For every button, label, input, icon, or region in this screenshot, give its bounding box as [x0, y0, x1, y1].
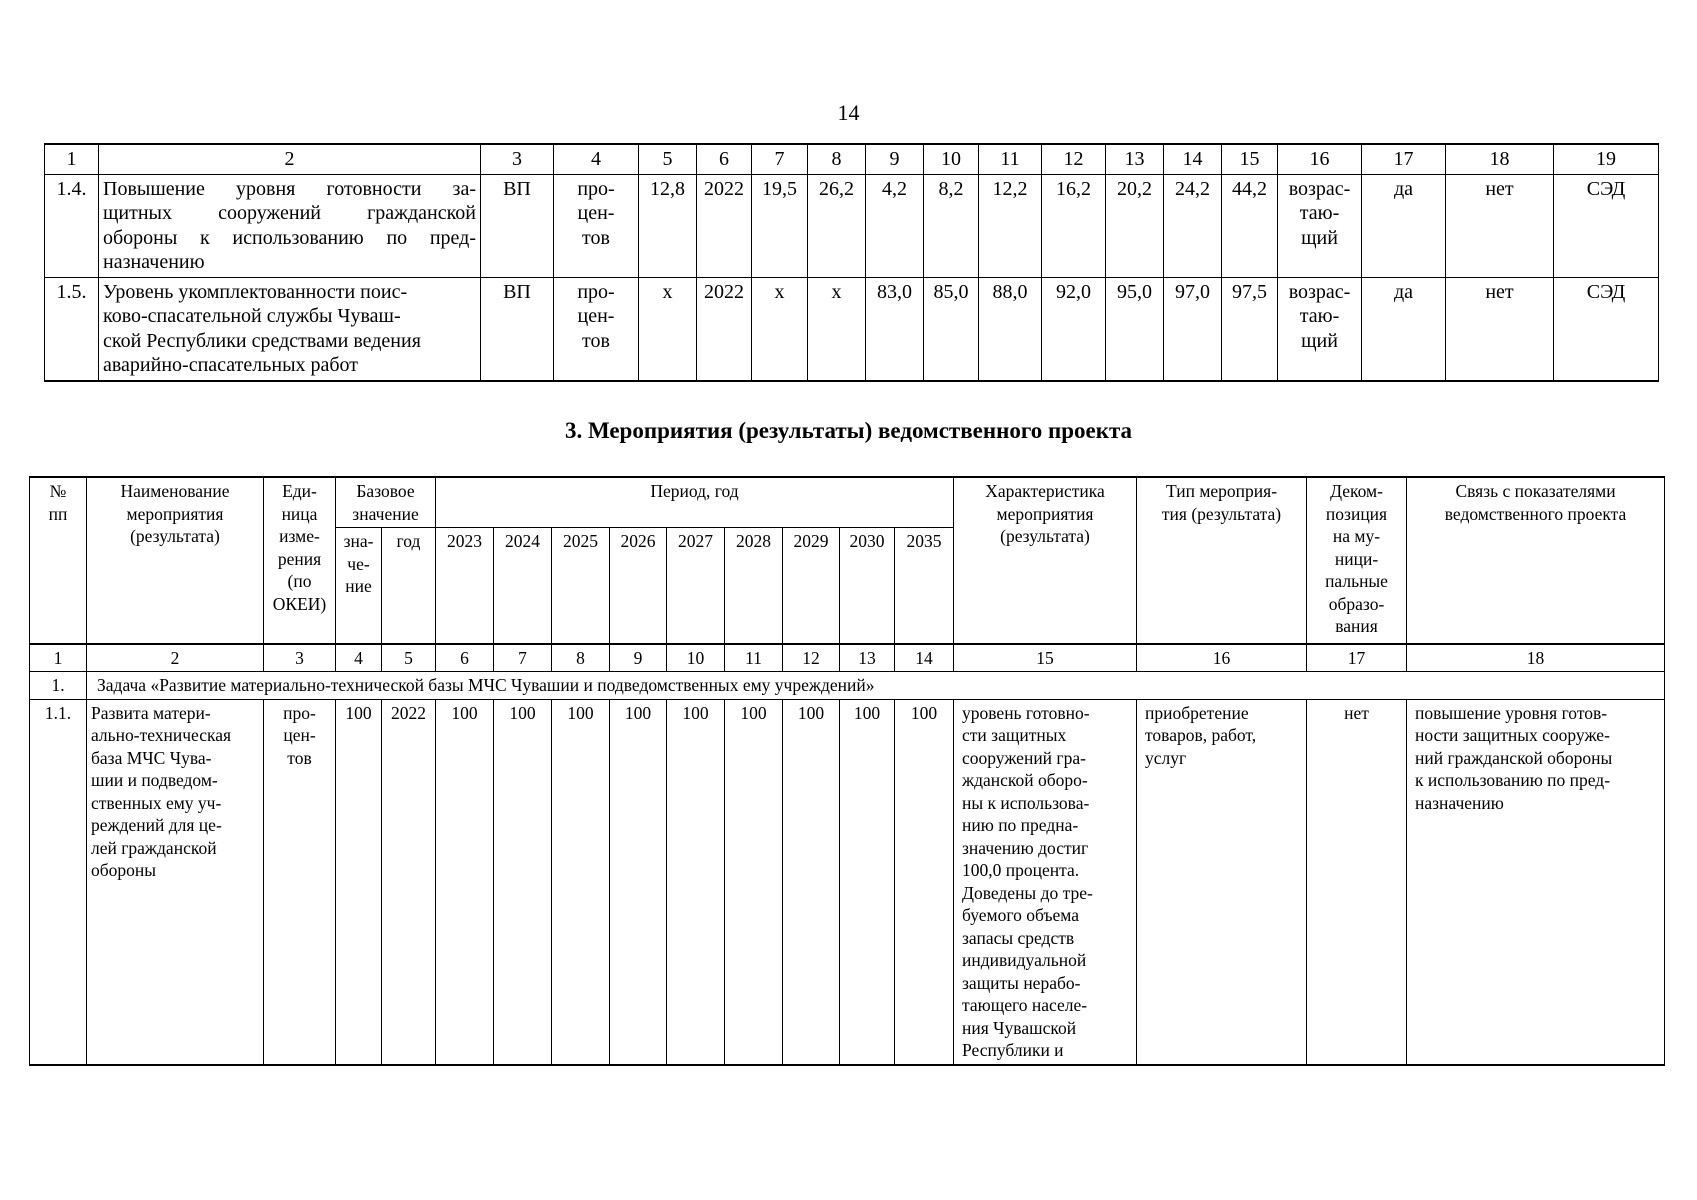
column-number: 11: [725, 644, 783, 672]
column-number: 17: [1362, 144, 1446, 174]
column-number: 9: [866, 144, 924, 174]
header-year-2027: 2027: [667, 528, 725, 644]
value-7: 19,5: [752, 174, 808, 277]
column-number: 16: [1278, 144, 1362, 174]
column-number: 8: [552, 644, 610, 672]
value-2025: 100: [552, 699, 610, 1065]
value-14: 24,2: [1164, 174, 1222, 277]
table-row: [45, 277, 1659, 381]
column-number: 6: [697, 144, 752, 174]
task-text: Задача «Развитие материально-технической базы МЧС Чувашии и подведомственных ему учреждений»: [87, 672, 1665, 700]
column-number: 2: [87, 644, 264, 672]
value-2027: 100: [667, 699, 725, 1065]
column-number: 15: [1222, 144, 1278, 174]
value-2028: 100: [725, 699, 783, 1065]
value-10: 85,0: [924, 277, 979, 381]
value-2024: 100: [494, 699, 552, 1065]
value-15: 44,2: [1222, 174, 1278, 277]
base-value: 100: [336, 699, 382, 1065]
column-number: 1: [30, 644, 87, 672]
value-12: 16,2: [1042, 174, 1106, 277]
row-number: 1.4.: [45, 174, 99, 277]
column-number: 19: [1554, 144, 1659, 174]
measure-unit: про- цен- тов: [264, 699, 336, 1065]
col-18: нет: [1446, 174, 1554, 277]
value-11: 12,2: [979, 174, 1042, 277]
indicator-type: ВП: [481, 174, 554, 277]
column-number: 11: [979, 144, 1042, 174]
indicator-type: ВП: [481, 277, 554, 381]
column-number: 7: [752, 144, 808, 174]
column-number: 6: [436, 644, 494, 672]
header-year-2025: 2025: [552, 528, 610, 644]
trend: возрас- таю- щий: [1278, 277, 1362, 381]
trend: возрас- таю- щий: [1278, 174, 1362, 277]
value-8: х: [808, 277, 866, 381]
column-number: 3: [481, 144, 554, 174]
header-link: Связь с показателями ведомственного проекта: [1407, 477, 1665, 644]
value-7: х: [752, 277, 808, 381]
column-number: 1: [45, 144, 99, 174]
col-17: да: [1362, 277, 1446, 381]
value-12: 92,0: [1042, 277, 1106, 381]
value-9: 83,0: [866, 277, 924, 381]
column-number: 8: [808, 144, 866, 174]
header-decomposition: Деком- позиция на му- ници- пальные образо- вания: [1307, 477, 1407, 644]
col-18: нет: [1446, 277, 1554, 381]
header-row: [30, 477, 1665, 528]
value-14: 97,0: [1164, 277, 1222, 381]
row-number: 1.1.: [30, 699, 87, 1065]
column-number: 18: [1446, 144, 1554, 174]
base-year: 2022: [382, 699, 436, 1065]
column-number: 4: [554, 144, 639, 174]
header-year-2035: 2035: [895, 528, 954, 644]
column-number: 7: [494, 644, 552, 672]
column-number: 13: [1106, 144, 1164, 174]
value-8: 26,2: [808, 174, 866, 277]
column-number: 14: [1164, 144, 1222, 174]
column-number: 17: [1307, 644, 1407, 672]
unit: про- цен- тов: [554, 174, 639, 277]
value-10: 8,2: [924, 174, 979, 277]
value-9: 4,2: [866, 174, 924, 277]
header-num: № пп: [30, 477, 87, 644]
column-numbers-row: [45, 144, 1659, 174]
column-number: 10: [924, 144, 979, 174]
value-2035: 100: [895, 699, 954, 1065]
value-11: 88,0: [979, 277, 1042, 381]
header-year-2029: 2029: [783, 528, 840, 644]
indicator-link: повышение уровня готов- ности защитных сооруже- ний гражданской обороны к использованию по пред- назначению: [1407, 699, 1665, 1065]
col-19: СЭД: [1554, 174, 1659, 277]
header-characteristic: Характеристика мероприятия (результата): [954, 477, 1137, 644]
page-number: 14: [837, 100, 860, 125]
header-base-value: зна- че- ние: [336, 528, 382, 644]
value-13: 95,0: [1106, 277, 1164, 381]
measure-name: Развита матери- ально-техническая база МЧС Чува- шии и подведом- ственных ему уч- реждений для це- лей гражданской обороны: [87, 699, 264, 1065]
task-row: [30, 672, 1665, 700]
table-row: [45, 174, 1659, 277]
column-number: 10: [667, 644, 725, 672]
unit: про- цен- тов: [554, 277, 639, 381]
measure-characteristic: уровень готовно- сти защитных сооружений гра- жданской оборо- ны к использова- нию по предна- значению достиг 100,0 процента. Доведены до тре- буемого объема запасы средств индивидуальной защиты нерабо- тающего населе- ния Чувашской Республики и: [954, 699, 1137, 1065]
base-value: 12,8: [639, 174, 697, 277]
header-type: Тип мероприя- тия (результата): [1137, 477, 1307, 644]
base-year: 2022: [697, 277, 752, 381]
header-year-2024: 2024: [494, 528, 552, 644]
row-number: 1.5.: [45, 277, 99, 381]
column-number: 9: [610, 644, 667, 672]
header-base-year: год: [382, 528, 436, 644]
column-number: 18: [1407, 644, 1665, 672]
section-title: 3. Мероприятия (результаты) ведомственного проекта: [564, 418, 1133, 443]
header-year-2028: 2028: [725, 528, 783, 644]
header-year-2030: 2030: [840, 528, 895, 644]
header-period: Период, год: [436, 477, 954, 528]
column-number: 2: [99, 144, 481, 174]
column-number: 3: [264, 644, 336, 672]
header-name: Наименование мероприятия (результата): [87, 477, 264, 644]
col-17: да: [1362, 174, 1446, 277]
column-number: 13: [840, 644, 895, 672]
value-2023: 100: [436, 699, 494, 1065]
column-number: 5: [382, 644, 436, 672]
header-year-2023: 2023: [436, 528, 494, 644]
task-number: 1.: [30, 672, 87, 700]
value-2026: 100: [610, 699, 667, 1065]
column-number: 15: [954, 644, 1137, 672]
column-number: 12: [783, 644, 840, 672]
base-value: х: [639, 277, 697, 381]
value-15: 97,5: [1222, 277, 1278, 381]
column-number: 5: [639, 144, 697, 174]
measure-type: приобретение товаров, работ, услуг: [1137, 699, 1307, 1065]
value-2029: 100: [783, 699, 840, 1065]
value-13: 20,2: [1106, 174, 1164, 277]
decomposition: нет: [1307, 699, 1407, 1065]
table-row: [30, 699, 1665, 1065]
column-number: 16: [1137, 644, 1307, 672]
indicator-name: Уровень укомплектованности поис- ково-спасательной службы Чуваш- ской Республики средствами ведения аварийно-спасательных работ: [99, 277, 481, 381]
column-number: 4: [336, 644, 382, 672]
measures-table: [29, 476, 1665, 1066]
value-2030: 100: [840, 699, 895, 1065]
indicator-name: Повышение уровня готовности за- щитных сооружений гражданской обороны к использованию по пред- назначению: [99, 174, 481, 277]
indicators-table: [44, 143, 1659, 382]
col-19: СЭД: [1554, 277, 1659, 381]
column-number: 12: [1042, 144, 1106, 174]
header-base: Базовое значение: [336, 477, 436, 528]
header-year-2026: 2026: [610, 528, 667, 644]
base-year: 2022: [697, 174, 752, 277]
header-unit: Еди- ница изме- рения (по ОКЕИ): [264, 477, 336, 644]
column-number: 14: [895, 644, 954, 672]
column-numbers-row: [30, 644, 1665, 672]
